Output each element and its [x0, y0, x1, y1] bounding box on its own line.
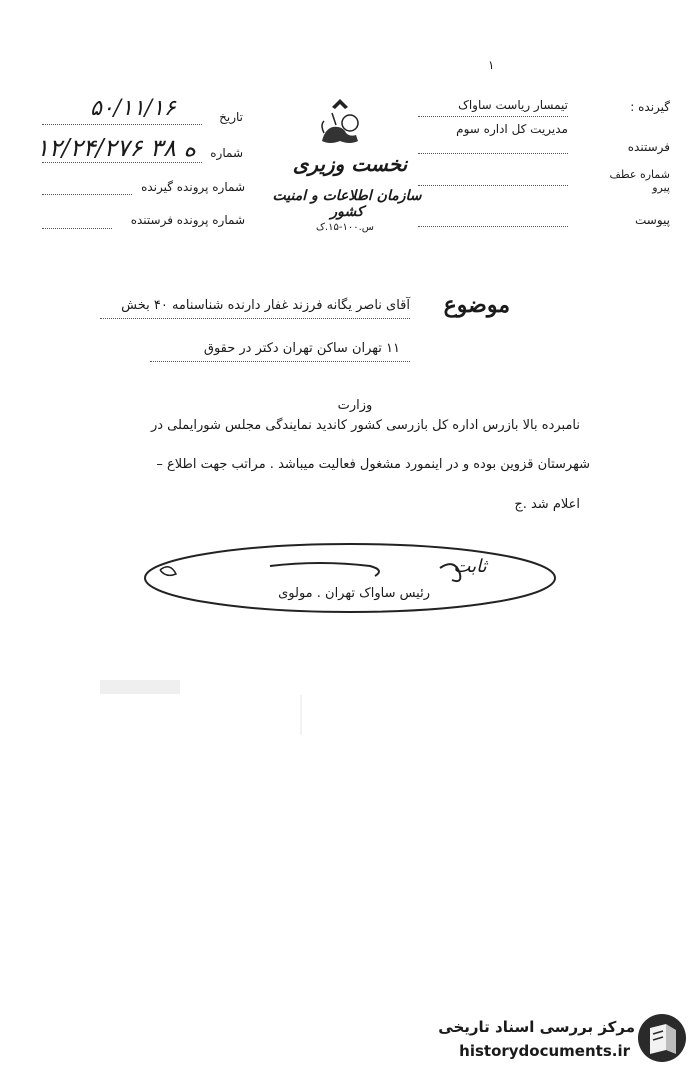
sender-file-label: شماره پرونده فرستنده — [130, 213, 245, 227]
recipient-label: گیرنده : — [630, 100, 670, 114]
signature-handwritten: ثابت — [453, 556, 487, 577]
receiver-file-label: شماره پرونده گیرنده — [141, 180, 245, 194]
page-number: ۱ — [488, 58, 495, 72]
lion-and-sun-emblem-icon — [310, 95, 370, 155]
subject-underline-1 — [100, 318, 410, 319]
number-value: ۱۲/۲۴/۲۷۶ ه ۳۸ — [36, 134, 197, 162]
body-line-2: شهرستان قزوین بوده و در اینمورد مشغول فعالیت میباشد . مراتب جهت اطلاع – — [156, 457, 590, 472]
ministry-label: وزارت — [337, 398, 373, 413]
watermark-title: مرکز بررسی اسناد تاریخی — [438, 1018, 635, 1036]
org-title: نخست وزیری — [292, 152, 408, 176]
date-line — [42, 124, 202, 125]
body-line-3: اعلام شد .ج — [514, 497, 580, 512]
ref-number-label: شماره عطف پیرو — [609, 168, 670, 194]
date-value: ۵۰/۱۱/۱۶ — [90, 96, 176, 121]
body-line-1: نامبرده بالا بازرس اداره کل بازرسی کشور کاندید نمایندگی مجلس شورایملی در — [150, 418, 580, 433]
sender-label: فرستنده — [627, 140, 670, 154]
watermark-url: historydocuments.ir — [459, 1042, 630, 1060]
receiver-file-line — [42, 194, 132, 195]
attachment-label: پیوست — [635, 213, 670, 227]
number-line — [42, 162, 202, 163]
sender-line — [418, 153, 568, 154]
signature-scribble-icon — [140, 538, 560, 618]
ref-number-line — [418, 185, 568, 186]
org-code: س.۱۰۰-۱۵.ک — [315, 222, 374, 233]
subject-line-1: آقای ناصر یگانه فرزند غفار دارنده شناسنامه ۴۰ بخش — [121, 298, 410, 313]
recipient-line — [418, 116, 568, 117]
sender-file-line — [42, 228, 112, 229]
faint-stamp-mark-2 — [300, 695, 342, 735]
recipient-sub: مدیریت کل اداره سوم — [456, 122, 568, 136]
subject-label: موضوع — [443, 292, 510, 318]
archive-logo-icon — [636, 1012, 688, 1064]
recipient-value: تیمسار ریاست ساواک — [458, 98, 568, 112]
attachment-line — [418, 226, 568, 227]
date-label: تاریخ — [219, 110, 243, 124]
subject-underline-2 — [150, 361, 410, 362]
signature-text: رئیس ساواک تهران . مولوی — [278, 586, 430, 601]
number-label: شماره — [210, 146, 243, 160]
org-subtitle: سازمان اطلاعات و امنیت کشور — [272, 188, 422, 220]
subject-line-2: ۱۱ تهران ساکن تهران دکتر در حقوق — [203, 341, 400, 356]
faint-stamp-mark — [100, 680, 180, 694]
